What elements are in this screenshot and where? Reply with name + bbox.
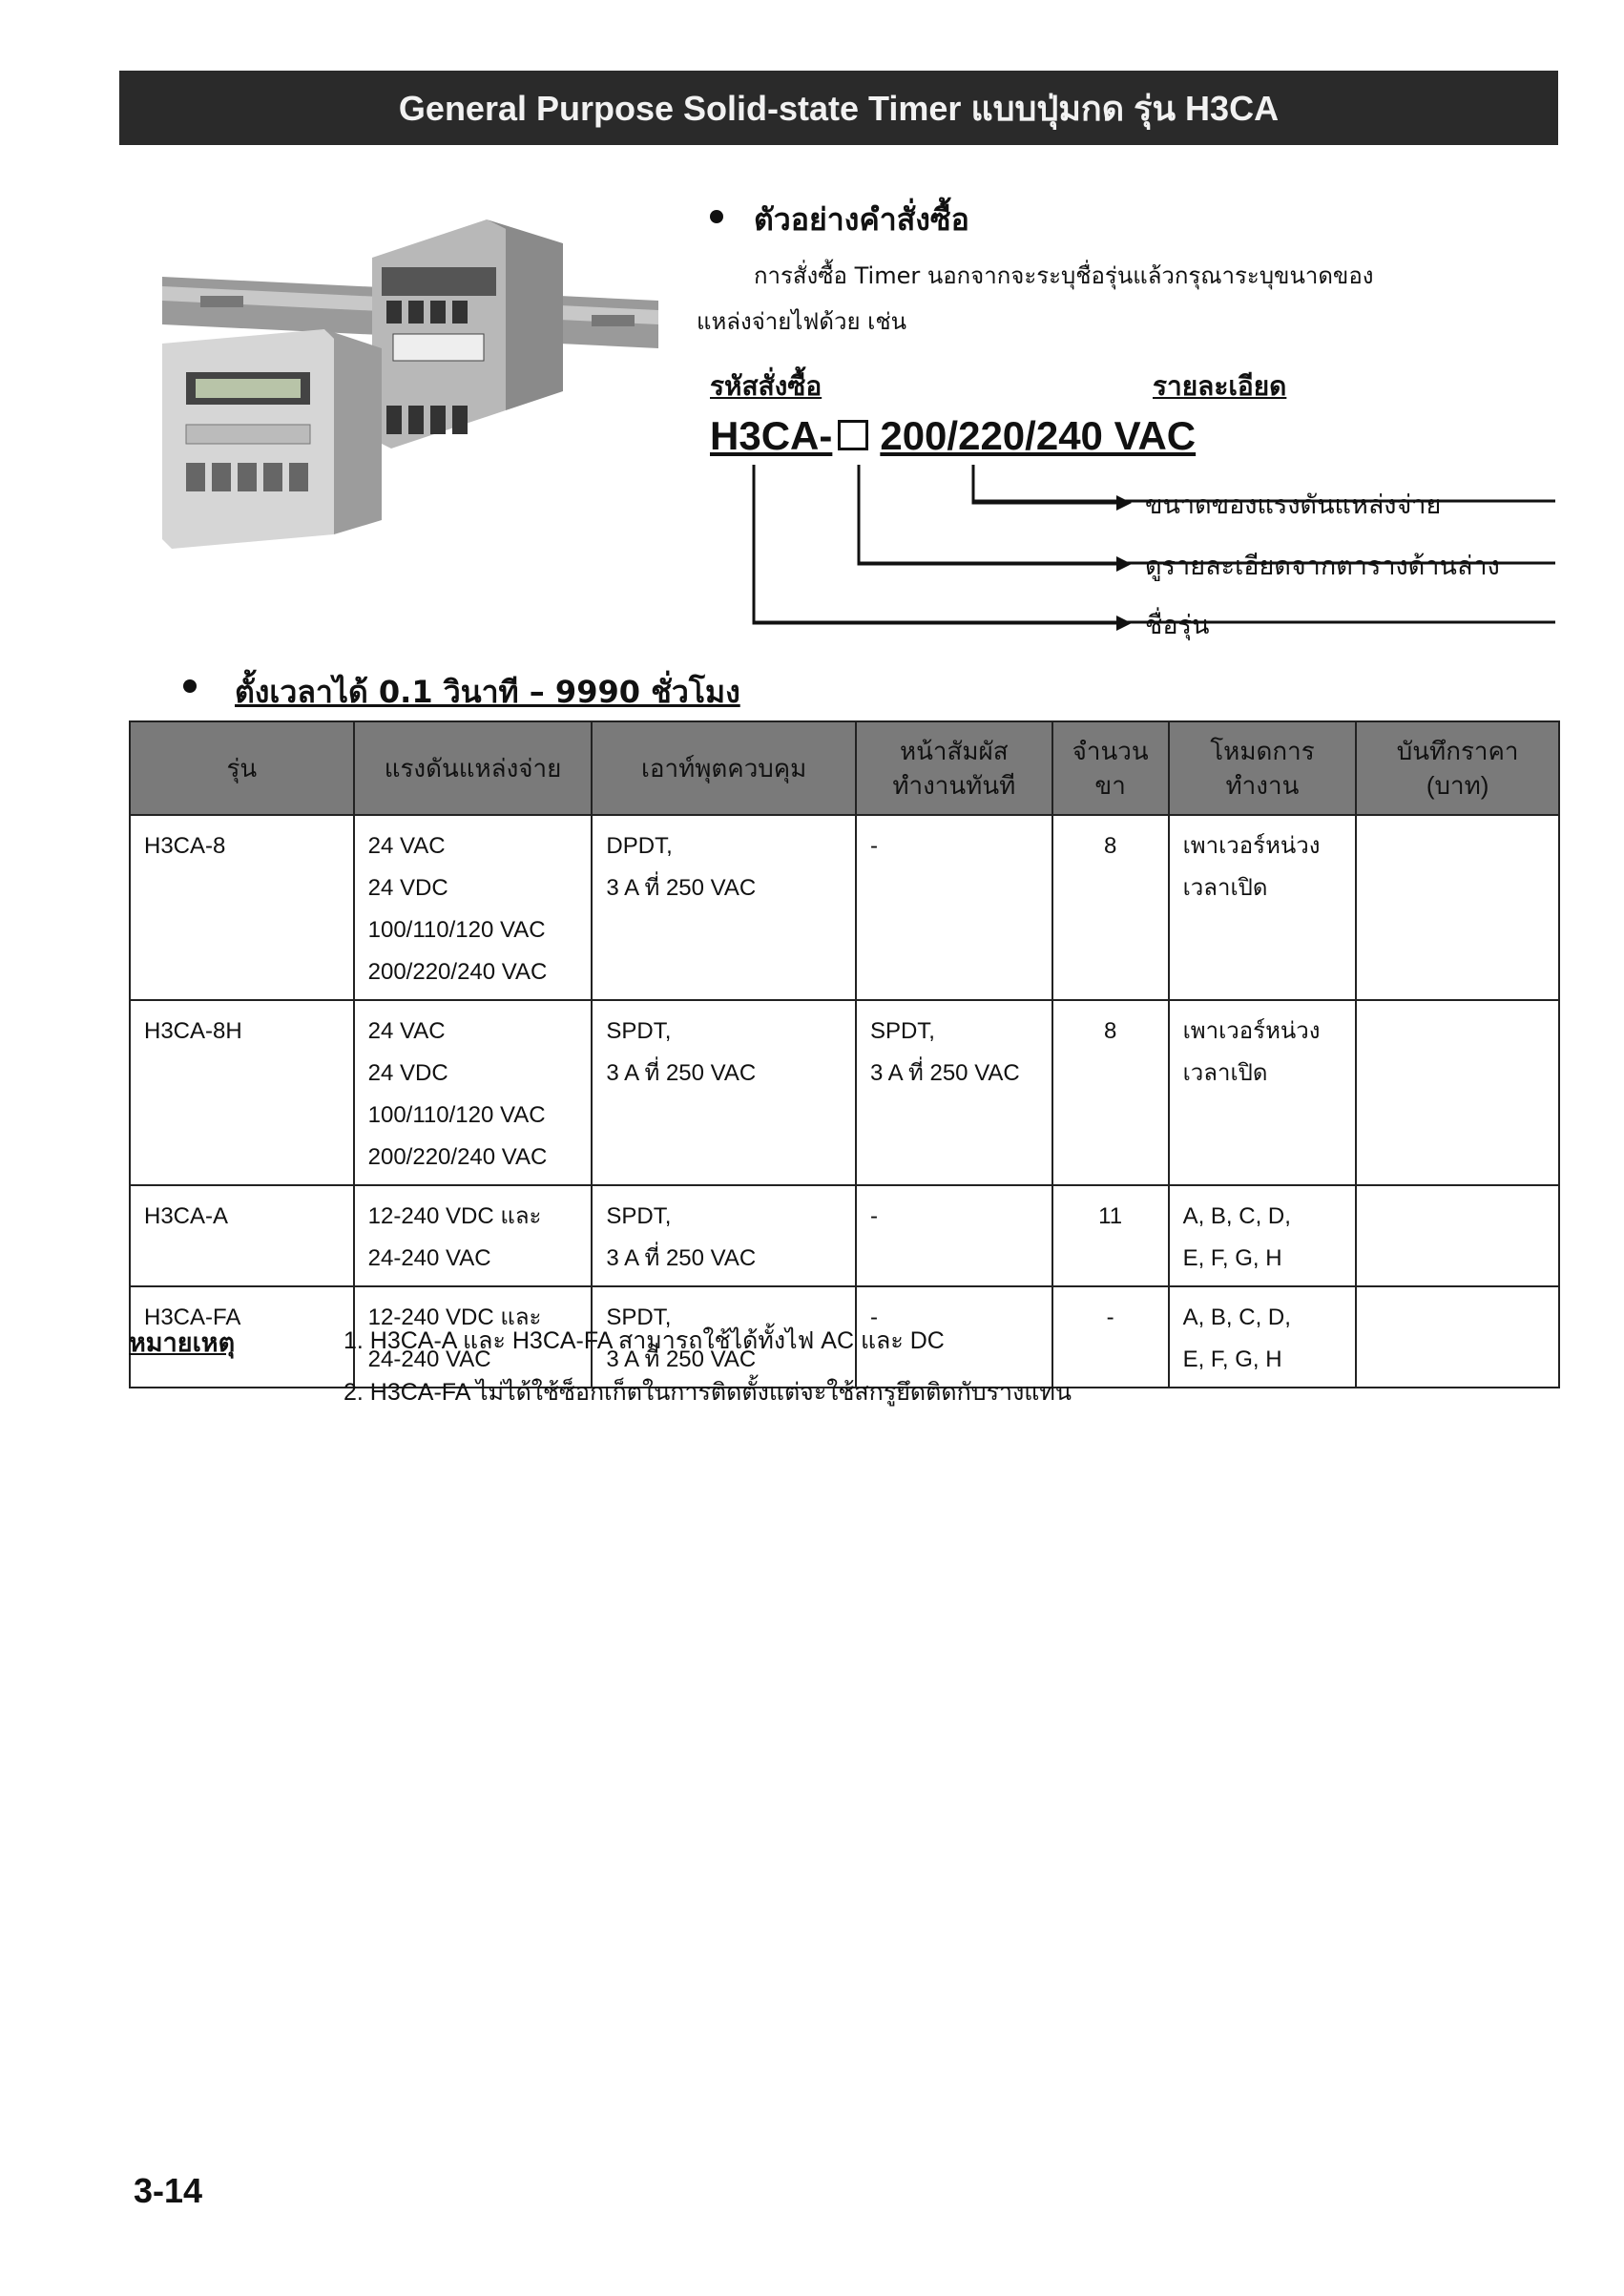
table-row xyxy=(130,815,1559,1000)
time-range: ตั้งเวลาได้ 0.1 วินาที – 9990 ชั่วโมง xyxy=(235,674,740,710)
cell-price xyxy=(1356,1185,1559,1286)
cell-line: เวลาเปิด xyxy=(1182,875,1268,901)
table-header-row xyxy=(130,721,1559,815)
cell-line: A, B, C, D, xyxy=(1182,1305,1291,1330)
cell-line: 12-240 VDC และ xyxy=(367,1203,542,1229)
ordering-heading: ตัวอย่างคำสั่งซื้อ xyxy=(754,201,969,238)
cell-price xyxy=(1356,1286,1559,1388)
ordering-example xyxy=(697,196,1555,644)
notes-label: หมายเหตุ xyxy=(129,1328,236,1358)
cell-price xyxy=(1356,815,1559,1000)
page-title: General Purpose Solid-state Timer แบบปุ่มกด รุ่น H3CA xyxy=(398,88,1280,128)
cell-line: - xyxy=(869,1305,878,1330)
cell-mode xyxy=(1169,815,1357,1000)
order-code-voltage: 200/220/240 VAC xyxy=(880,413,1197,458)
cell-model: H3CA-A xyxy=(130,1185,354,1286)
cell-line: 200/220/240 VAC xyxy=(367,1144,548,1170)
cell-mode xyxy=(1169,1000,1357,1185)
header-price-note: บันทึกราคา (บาท) xyxy=(1356,721,1559,815)
order-code-model: H3CA- xyxy=(710,413,833,458)
product-photo xyxy=(143,191,677,553)
cell-line: SPDT, xyxy=(869,1018,935,1044)
cell-line: SPDT, xyxy=(606,1203,672,1229)
table-row xyxy=(130,1000,1559,1185)
header-operating-mode: โหมดการ ทำงาน xyxy=(1169,721,1357,815)
cell-line: 24-240 VAC xyxy=(367,1346,491,1372)
cell-output xyxy=(592,815,856,1000)
header-pins: จำนวน ขา xyxy=(1052,721,1169,815)
cell-line: E, F, G, H xyxy=(1182,1346,1282,1372)
cell-line: 24 VAC xyxy=(367,833,446,859)
cell-line: SPDT, xyxy=(606,1305,672,1330)
cell-pins: 11 xyxy=(1052,1185,1169,1286)
cell-voltage xyxy=(354,1000,593,1185)
callout-see-table: ดูรายละเอียดจากตารางด้านล่าง xyxy=(1145,552,1500,581)
callout-model-name: ชื่อรุ่น xyxy=(1145,611,1210,640)
cell-pins: 8 xyxy=(1052,815,1169,1000)
ordering-description-line-2: แหล่งจ่ายไฟด้วย เช่น xyxy=(697,308,907,335)
cell-line: 3 A ที่ 250 VAC xyxy=(606,875,757,901)
cell-line: - xyxy=(869,1203,878,1229)
cell-line: 24-240 VAC xyxy=(367,1245,491,1271)
cell-voltage xyxy=(354,1185,593,1286)
table-row xyxy=(130,1185,1559,1286)
cell-line: 3 A ที่ 250 VAC xyxy=(869,1060,1020,1086)
note-item: 1. H3CA-A และ H3CA-FA สามารถใช้ได้ทั้งไฟ AC และ DC xyxy=(344,1327,945,1354)
cell-line: 24 VDC xyxy=(367,875,448,901)
note-item: 2. H3CA-FA ไม่ได้ใช้ซ็อกเก็ตในการติดตั้งแต่จะใช้สกรูยึดติดกับรางแทน xyxy=(344,1379,1072,1406)
cell-line: DPDT, xyxy=(606,833,673,859)
cell-mode xyxy=(1169,1185,1357,1286)
cell-pins: - xyxy=(1052,1286,1169,1388)
cell-price xyxy=(1356,1000,1559,1185)
page-title-bar xyxy=(119,71,1558,145)
header-supply-voltage: แรงดันแหล่งจ่าย xyxy=(354,721,593,815)
cell-contact xyxy=(856,1000,1052,1185)
cell-line: 200/220/240 VAC xyxy=(367,959,548,985)
order-detail-heading: รายละเอียด xyxy=(1153,370,1287,402)
spec-table xyxy=(129,720,1560,1388)
cell-contact xyxy=(856,815,1052,1000)
cell-line: - xyxy=(869,833,878,859)
cell-voltage xyxy=(354,815,593,1000)
page-number: 3-14 xyxy=(134,2171,203,2210)
header-control-output: เอาท์พุตควบคุม xyxy=(592,721,856,815)
cell-line: 3 A ที่ 250 VAC xyxy=(606,1245,757,1271)
cell-line: E, F, G, H xyxy=(1182,1245,1282,1271)
cell-line: เพาเวอร์หน่วง xyxy=(1182,1018,1321,1044)
cell-line: SPDT, xyxy=(606,1018,672,1044)
cell-line: 3 A ที่ 250 VAC xyxy=(606,1060,757,1086)
cell-pins: 8 xyxy=(1052,1000,1169,1185)
cell-output xyxy=(592,1185,856,1286)
header-model: รุ่น xyxy=(130,721,354,815)
ordering-description-line-1: การสั่งซื้อ Timer นอกจากจะระบุชื่อรุ่นแล้วกรุณาระบุขนาดของ xyxy=(754,262,1374,289)
cell-line: 100/110/120 VAC xyxy=(367,1102,546,1128)
cell-model: H3CA-8H xyxy=(130,1000,354,1185)
cell-mode xyxy=(1169,1286,1357,1388)
order-code-heading: รหัสสั่งซื้อ xyxy=(710,370,822,402)
bullet-icon xyxy=(183,679,197,693)
cell-line: A, B, C, D, xyxy=(1182,1203,1291,1229)
cell-line: 12-240 VDC และ xyxy=(367,1305,542,1330)
cell-line: 24 VAC xyxy=(367,1018,446,1044)
cell-line: 100/110/120 VAC xyxy=(367,917,546,943)
cell-contact xyxy=(856,1185,1052,1286)
cell-line: เพาเวอร์หน่วง xyxy=(1182,833,1321,859)
callout-supply-voltage: ขนาดของแรงดันแหล่งจ่าย xyxy=(1145,491,1442,520)
cell-line: 24 VDC xyxy=(367,1060,448,1086)
cell-model: H3CA-8 xyxy=(130,815,354,1000)
cell-model: H3CA-FA xyxy=(130,1286,354,1388)
cell-line: 3 A ที่ 250 VAC xyxy=(606,1346,757,1372)
cell-line: เวลาเปิด xyxy=(1182,1060,1268,1086)
header-instant-contact: หน้าสัมผัส ทำงานทันที xyxy=(856,721,1052,815)
cell-output xyxy=(592,1000,856,1185)
